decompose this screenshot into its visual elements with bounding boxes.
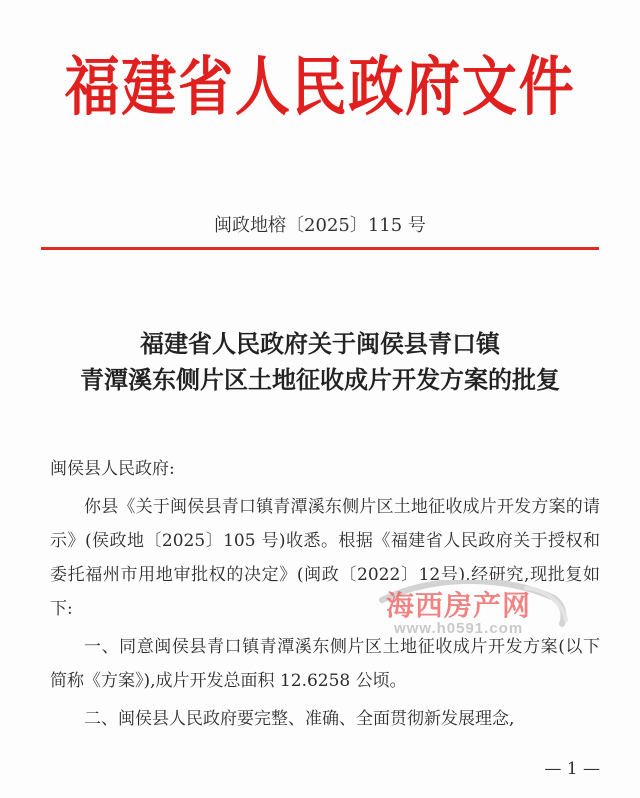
document-body bbox=[50, 452, 600, 736]
red-divider-line bbox=[41, 247, 599, 250]
document-number: 闽政地榕〔2025〕115 号 bbox=[214, 215, 426, 236]
paragraph-1: 你县《关于闽侯县青口镇青潭溪东侧片区土地征收成片开发方案的请示》(侯政地〔2025〕105 号)收悉。根据《福建省人民政府关于授权和委托福州市用地审批权的决定》(闽政〔2022〕12号),经研究,现批复如下: bbox=[50, 497, 600, 619]
paragraph-3: 二、闽侯县人民政府要完整、准确、全面贯彻新发展理念, bbox=[84, 709, 515, 729]
title-line-1: 福建省人民政府关于闽侯县青口镇 bbox=[140, 329, 500, 358]
title-line-2: 青潭溪东侧片区土地征收成片开发方案的批复 bbox=[80, 365, 560, 394]
paragraph-2: 一、同意闽侯县青口镇青潭溪东侧片区土地征收成片开发方案(以下简称《方案》),成片开发总面积 12.6258 公顷。 bbox=[50, 637, 600, 691]
salutation: 闽侯县人民政府: bbox=[50, 459, 175, 479]
issuer-header: 福建省人民政府文件 bbox=[64, 50, 576, 125]
watermark-brand: 海西房产网 bbox=[386, 589, 532, 622]
document-title bbox=[0, 326, 640, 398]
page-number: — 1 — bbox=[544, 759, 600, 779]
watermark-url: www.h0591.com bbox=[394, 620, 524, 637]
